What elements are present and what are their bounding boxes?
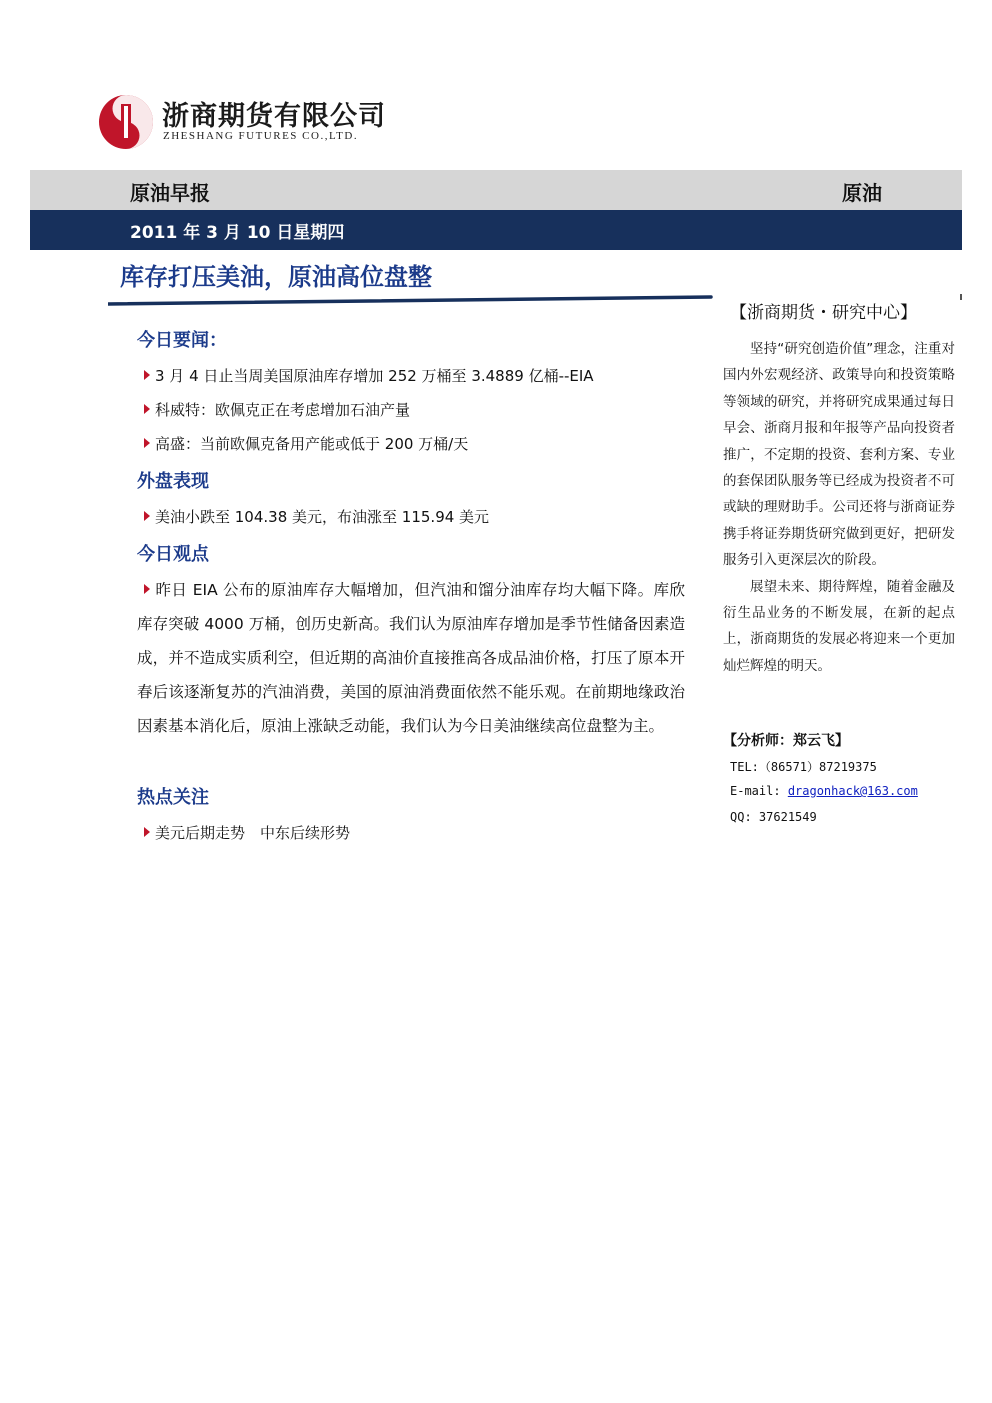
news-item-text: 3 月 4 日止当周美国原油库存增加 252 万桶至 3.4889 亿桶--EIA bbox=[155, 367, 594, 385]
intro-paragraph: 展望未来、期待辉煌，随着金融及衍生品业务的不断发展，在新的起点上，浙商期货的发展必将迎来一个更加灿烂辉煌的明天。 bbox=[723, 578, 955, 674]
view-first-line: 昨日 EIA 公布的原油库存大幅增加，但汽油和馏分油库存均大幅下降。 bbox=[155, 581, 654, 599]
list-item bbox=[144, 822, 350, 843]
section-hot-title: 热点关注 bbox=[137, 787, 209, 808]
news-item-text: 高盛：当前欧佩克备用产能或低于 200 万桶/天 bbox=[155, 435, 469, 453]
qq-value: 37621549 bbox=[758, 810, 817, 824]
hot-item-text: 美元后期走势 中东后续形势 bbox=[155, 824, 351, 842]
headline-underline bbox=[108, 294, 713, 306]
zheshang-logo-icon bbox=[96, 92, 156, 152]
headline: 库存打压美油，原油高位盘整 bbox=[120, 263, 432, 291]
bullet-arrow-icon bbox=[144, 404, 150, 414]
bullet-arrow-icon bbox=[144, 370, 150, 380]
report-title: 原油早报 bbox=[130, 181, 210, 205]
overseas-item-text: 美油小跌至 104.38 美元，布油涨至 115.94 美元 bbox=[155, 508, 490, 526]
list-item bbox=[144, 399, 410, 420]
bullet-arrow-icon bbox=[144, 827, 150, 837]
report-category: 原油 bbox=[842, 181, 882, 205]
research-center-intro bbox=[723, 336, 955, 679]
company-name-cn: 浙商期货有限公司 bbox=[162, 101, 386, 132]
tel-value: （86571）87219375 bbox=[758, 760, 877, 774]
analyst-name: 【分析师：郑云飞】 bbox=[723, 733, 849, 749]
contact-qq bbox=[730, 810, 817, 824]
intro-paragraph: 坚持“研究创造价值”理念，注重对国内外宏观经济、政策导向和投资策略等领域的研究，并将研究成果通过每日早会、浙商月报和年报等产品向投资者推广，不定期的投资、套利方案、专业的套保团队服务等已经成为投资者不可或缺的理财助手。公司还将与浙商证券携手将证券期货研究做到更好，把研发服务引入更深层次的阶段。 bbox=[723, 341, 955, 569]
report-title-bar bbox=[30, 170, 962, 210]
email-label: E-mail: bbox=[730, 784, 781, 798]
report-date: 2011 年 3 月 10 日星期四 bbox=[130, 223, 345, 243]
company-logo bbox=[96, 92, 386, 158]
news-item-text: 科威特：欧佩克正在考虑增加石油产量 bbox=[155, 401, 411, 419]
edge-mark bbox=[960, 294, 962, 300]
section-overseas-title: 外盘表现 bbox=[137, 471, 209, 492]
bullet-arrow-icon bbox=[144, 584, 150, 594]
date-bar bbox=[30, 210, 962, 250]
section-today-news-title: 今日要闻： bbox=[137, 330, 227, 351]
list-item bbox=[144, 506, 489, 527]
view-body: 库欣库存突破 4000 万桶，创历史新高。我们认为原油库存增加是季节性储备因素造成，并不造成实质利空，但近期的高油价直接推高各成品油价格，打压了原本开春后该逐渐复苏的汽油消费，美国的原油消费面依然不能乐观。在前期地缘政治因素基本消化后，原油上涨缺乏动能，我们认为今日美油继续高位盘整为主。 bbox=[137, 581, 685, 735]
research-center-title: 【浙商期货・研究中心】 bbox=[730, 303, 917, 323]
company-name-en: ZHESHANG FUTURES CO.,LTD. bbox=[163, 130, 359, 142]
bullet-arrow-icon bbox=[144, 438, 150, 448]
list-item bbox=[144, 433, 468, 454]
contact-tel bbox=[730, 758, 877, 775]
section-view-title: 今日观点 bbox=[137, 544, 209, 565]
view-paragraph bbox=[137, 573, 685, 743]
contact-email bbox=[730, 784, 918, 798]
email-link[interactable]: dragonhack@163.com bbox=[787, 784, 918, 798]
bullet-arrow-icon bbox=[144, 511, 150, 521]
qq-label: QQ: bbox=[730, 810, 752, 824]
tel-label: TEL: bbox=[730, 760, 759, 774]
list-item bbox=[144, 365, 594, 386]
